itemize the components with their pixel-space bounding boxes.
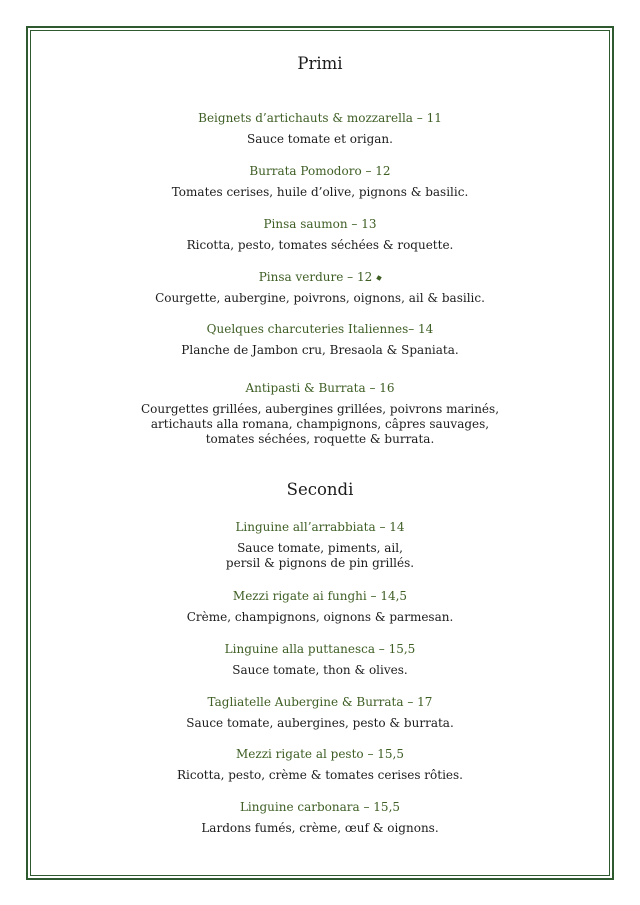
dish-description: Lardons fumés, crème, œuf & oignons.	[201, 821, 439, 835]
menu-item	[0, 217, 640, 253]
menu-item	[0, 111, 640, 147]
dish-name: Linguine all’arrabbiata – 14	[235, 520, 405, 534]
dish-name: Linguine alla puttanesca – 15,5	[224, 642, 416, 656]
menu-item	[0, 322, 640, 358]
dish-description: Courgettes grillées, aubergines grillées, poivrons marinés, artichauts alla romana, champignons, câpres sauvages, tomates séchées, roquette & burrata.	[140, 402, 500, 446]
dish-name: Mezzi rigate ai funghi – 14,5	[232, 589, 408, 603]
menu-item	[0, 381, 640, 447]
dish-name: Mezzi rigate al pesto – 15,5	[236, 747, 404, 761]
menu-item	[0, 747, 640, 783]
menu-item	[0, 164, 640, 200]
dish-description: Tomates cerises, huile d’olive, pignons & basilic.	[171, 185, 469, 199]
section-title-secondi: Secondi	[286, 480, 354, 499]
dish-name: Quelques charcuteries Italiennes– 14	[206, 322, 434, 336]
dish-name: Burrata Pomodoro – 12	[249, 164, 391, 178]
menu-item	[0, 695, 640, 731]
menu-item	[0, 270, 640, 306]
dish-name: Tagliatelle Aubergine & Burrata – 17	[207, 695, 433, 709]
dish-description: Ricotta, pesto, crème & tomates cerises rôties.	[176, 768, 463, 782]
dish-description: Ricotta, pesto, tomates séchées & roquette.	[186, 238, 454, 252]
diamond-mark-icon	[377, 275, 382, 280]
dish-name: Pinsa verdure – 12	[0, 270, 640, 285]
dish-description: Sauce tomate, thon & olives.	[232, 663, 408, 677]
dish-description: Sauce tomate et origan.	[247, 132, 393, 146]
dish-name: Antipasti & Burrata – 16	[245, 381, 395, 395]
dish-description: Sauce tomate, piments, ail, persil & pignons de pin grillés.	[225, 541, 415, 570]
dish-name: Pinsa saumon – 13	[263, 217, 377, 231]
menu-item	[0, 520, 640, 571]
menu-item	[0, 800, 640, 836]
dish-description: Sauce tomate, aubergines, pesto & burrata.	[186, 716, 454, 730]
menu-item	[0, 642, 640, 678]
section-title-primi: Primi	[297, 54, 343, 73]
dish-name: Linguine carbonara – 15,5	[239, 800, 401, 814]
dish-name: Beignets d’artichauts & mozzarella – 11	[198, 111, 442, 125]
dish-description: Crème, champignons, oignons & parmesan.	[186, 610, 454, 624]
menu-item	[0, 589, 640, 625]
dish-description: Courgette, aubergine, poivrons, oignons, ail & basilic.	[155, 291, 485, 305]
dish-description: Planche de Jambon cru, Bresaola & Spaniata.	[181, 343, 459, 357]
